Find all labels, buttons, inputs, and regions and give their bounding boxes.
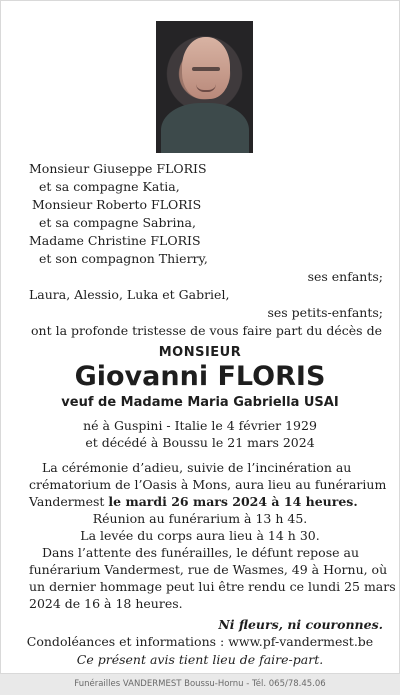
family-line-3: Monsieur Roberto FLORIS <box>32 197 202 212</box>
ceremony-venue: Vandermest <box>29 494 109 509</box>
ceremony-line-2: crématorium de l’Oasis à Mons, aura lieu au funérarium <box>29 477 387 492</box>
visitation-line-2: funérarium Vandermest, rue de Wasmes, 49 à Hornu, où <box>29 562 388 577</box>
ceremony-line-1: La cérémonie d’adieu, suivie de l’incinération au <box>42 460 352 475</box>
ceremony-line-3 <box>29 494 358 509</box>
announcement-intro: ont la profonde tristesse de vous faire part du décès de <box>31 323 382 338</box>
family-line-4: et sa compagne Sabrina, <box>39 215 196 230</box>
family-line-6: et son compagnon Thierry, <box>39 251 208 266</box>
grandchildren-names: Laura, Alessio, Luka et Gabriel, <box>29 287 230 302</box>
death-line: et décédé à Boussu le 21 mars 2024 <box>85 435 315 450</box>
honorific-title: MONSIEUR <box>158 345 242 360</box>
children-label: ses enfants; <box>307 269 383 284</box>
portrait-shoulders <box>161 103 249 153</box>
visitation-line-4: 2024 de 16 à 18 heures. <box>29 596 183 611</box>
ceremony-date: le mardi 26 mars 2024 à 14 heures. <box>108 494 358 509</box>
deceased-name: Giovanni FLORIS <box>74 361 326 392</box>
grandchildren-label: ses petits-enfants; <box>267 305 383 320</box>
levee-time: La levée du corps aura lieu à 14 h 30. <box>80 528 320 543</box>
family-line-5: Madame Christine FLORIS <box>29 233 201 248</box>
meeting-time: Réunion au funérarium à 13 h 45. <box>92 511 308 526</box>
portrait-eyes <box>192 67 220 71</box>
birth-line: né à Guspini - Italie le 4 février 1929 <box>83 418 317 433</box>
deceased-portrait <box>156 21 253 153</box>
family-line-2: et sa compagne Katia, <box>39 179 180 194</box>
notice-line: Ce présent avis tient lieu de faire-part. <box>76 652 324 667</box>
no-flowers-note: Ni fleurs, ni couronnes. <box>218 617 383 632</box>
visitation-line-1: Dans l’attente des funérailles, le défunt repose au <box>42 545 359 560</box>
condolences-line: Condoléances et informations : www.pf-vandermest.be <box>26 634 374 649</box>
family-line-1: Monsieur Giuseppe FLORIS <box>29 161 207 176</box>
visitation-line-3: un dernier hommage peut lui être rendu ce lundi 25 mars <box>29 579 396 594</box>
widower-line: veuf de Madame Maria Gabriella USAI <box>61 395 339 410</box>
funeral-home-footer: Funérailles VANDERMEST Boussu-Hornu - Tél. 065/78.45.06 <box>74 679 326 689</box>
